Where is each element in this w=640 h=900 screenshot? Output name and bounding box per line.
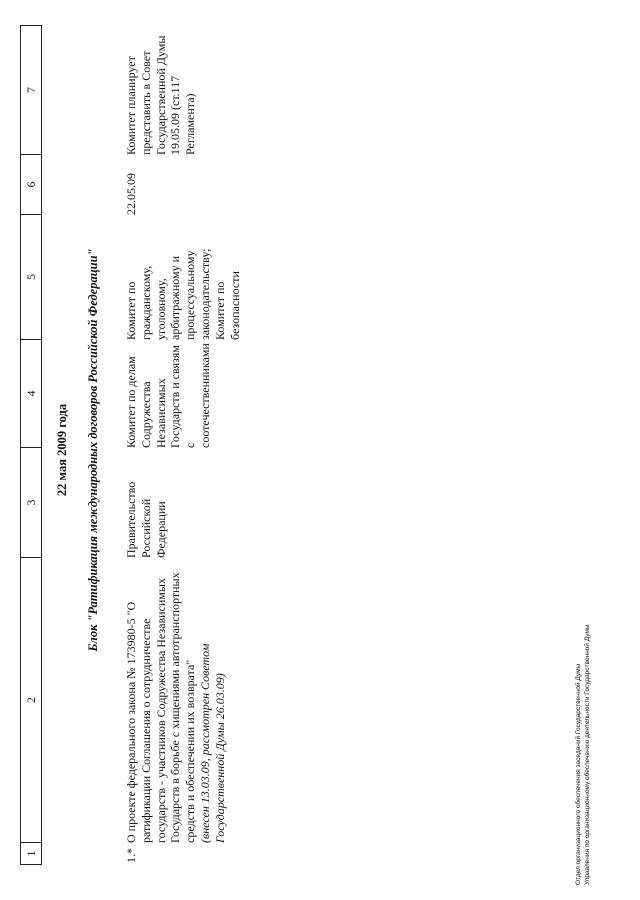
footer-line-1: Отдел организационного обеспечения заседаний Государственной Думы: [575, 663, 582, 885]
footer-line-2: Управления по организационному обеспечению деятельности Государственной Думы: [583, 624, 591, 885]
column-header-5: 5: [21, 215, 41, 340]
column-header-7: 7: [21, 25, 41, 155]
co-executors-cell: Комитет по гражданскому, уголовному, арбитражному и процессуальному законодательству; Комитет по безопасности: [124, 248, 242, 340]
column-header-3: 3: [21, 448, 41, 558]
bill-description-note: (внесен 13.03.09, рассмотрен Советом Государственной Думы 26.03.09): [197, 643, 227, 843]
responsible-committee-cell: Комитет по делам Содружества Независимых Государств и связям с соотечественниками: [124, 343, 212, 448]
column-header-row: [20, 25, 42, 865]
row-number: 1.*: [124, 848, 138, 863]
bill-description: О проекте федерального закона № 173980-5 "О ратификации Соглашения о сотрудничестве государств - участников Содружества Независимых Государств в борьбе с хищениями автотранспортных средств и обеспечении их возврата": [124, 572, 198, 843]
date-cell: 22.05.09: [124, 173, 138, 215]
column-header-6: 6: [21, 155, 41, 215]
column-header-1: 1: [21, 843, 41, 865]
column-header-4: 4: [21, 340, 41, 448]
footer: [575, 624, 593, 885]
block-heading: Блок "Ратификация международных договоров Российской Федерации": [86, 248, 100, 652]
column-header-2: 2: [21, 558, 41, 843]
initiator-cell: Правительство Российской Федерации: [124, 481, 168, 558]
bill-description-cell: [124, 563, 228, 843]
date-heading: 22 мая 2009 года: [55, 403, 69, 497]
notes-cell: Комитет планирует представить в Совет Государственной Думы 19.05.09 (ст.117 Регламента): [124, 35, 198, 155]
rotated-document: [10, 15, 620, 885]
